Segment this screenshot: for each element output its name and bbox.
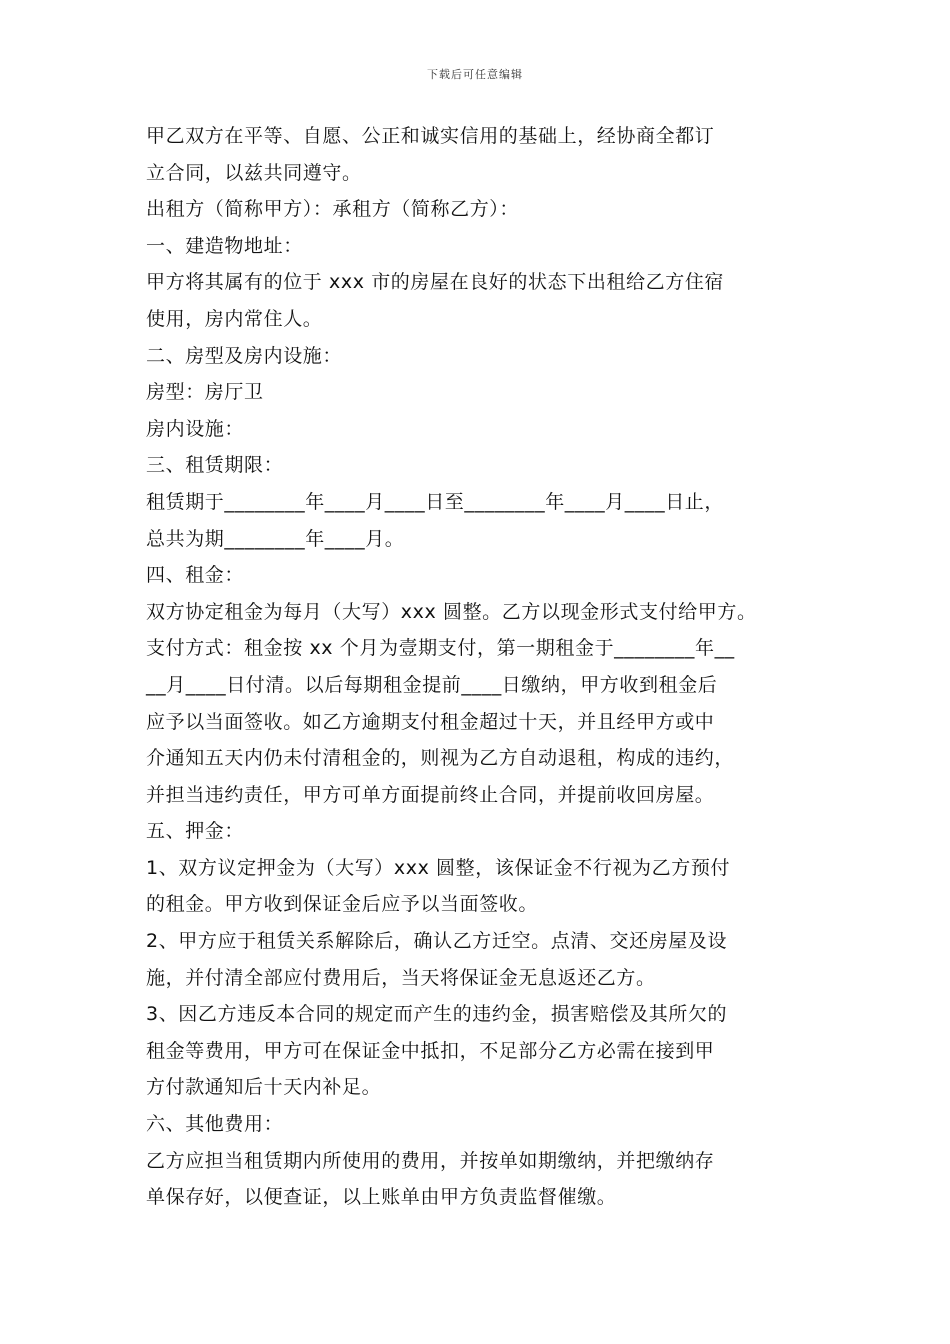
text-line: 甲方将其属有的位于 xxx 市的房屋在良好的状态下出租给乙方住宿 <box>146 271 725 294</box>
text-line: 施，并付清全部应付费用后，当天将保证金无息返还乙方。 <box>146 966 656 989</box>
text-line: 租赁期于________年____月____日至________年____月____日止， <box>146 490 725 513</box>
section-heading-lease-term: 三、租赁期限： <box>146 454 284 477</box>
text-line: 3、因乙方违反本合同的规定而产生的违约金，损害赔偿及其所欠的 <box>146 1003 728 1026</box>
section-heading-rent: 四、租金： <box>146 564 245 587</box>
text-line: 的租金。甲方收到保证金后应予以当面签收。 <box>146 893 539 916</box>
text-line: 甲乙双方在平等、自愿、公正和诚实信用的基础上，经协商全都订 <box>146 125 715 147</box>
text-line: 房型：房厅卫 <box>146 381 264 404</box>
text-line: 应予以当面签收。如乙方逾期支付租金超过十天，并且经甲方或中 <box>146 710 715 733</box>
party-line: 出租方（简称甲方）：承租方（简称乙方）： <box>146 198 520 221</box>
text-line: 双方协定租金为每月（大写）xxx 圆整。乙方以现金形式支付给甲方。 <box>146 600 757 623</box>
text-line: 使用，房内常住人。 <box>146 307 323 330</box>
text-line: 并担当违约责任，甲方可单方面提前终止合同，并提前收回房屋。 <box>146 783 715 806</box>
text-line: 方付款通知后十天内补足。 <box>146 1076 382 1099</box>
text-line: 租金等费用，甲方可在保证金中抵扣，不足部分乙方必需在接到甲 <box>146 1039 715 1062</box>
text-line: __月____日付清。以后每期租金提前____日缴纳，甲方收到租金后 <box>146 673 718 696</box>
text-line: 单保存好，以便查证，以上账单由甲方负责监督催缴。 <box>146 1186 617 1209</box>
text-line: 1、双方议定押金为（大写）xxx 圆整，该保证金不行视为乙方预付 <box>146 856 731 879</box>
section-heading-other-fees: 六、其他费用： <box>146 1113 284 1136</box>
text-line: 2、甲方应于租赁关系解除后，确认乙方迁空。点清、交还房屋及设 <box>146 930 728 953</box>
header-note: 下载后可任意编辑 <box>427 68 523 81</box>
text-line: 乙方应担当租赁期内所使用的费用，并按单如期缴纳，并把缴纳存 <box>146 1149 715 1172</box>
text-line: 介通知五天内仍未付清租金的，则视为乙方自动退租，构成的违约， <box>146 747 735 770</box>
text-line: 房内设施： <box>146 417 245 440</box>
text-line: 支付方式：租金按 xx 个月为壹期支付，第一期租金于________年__ <box>146 637 735 660</box>
text-line: 立合同，以兹共同遵守。 <box>146 161 362 184</box>
section-heading-deposit: 五、押金： <box>146 820 245 843</box>
contract-body <box>146 118 836 1216</box>
section-heading-room-type: 二、房型及房内设施： <box>146 344 343 367</box>
text-line: 总共为期________年____月。 <box>146 527 405 550</box>
section-heading-address: 一、建造物地址： <box>146 234 303 257</box>
